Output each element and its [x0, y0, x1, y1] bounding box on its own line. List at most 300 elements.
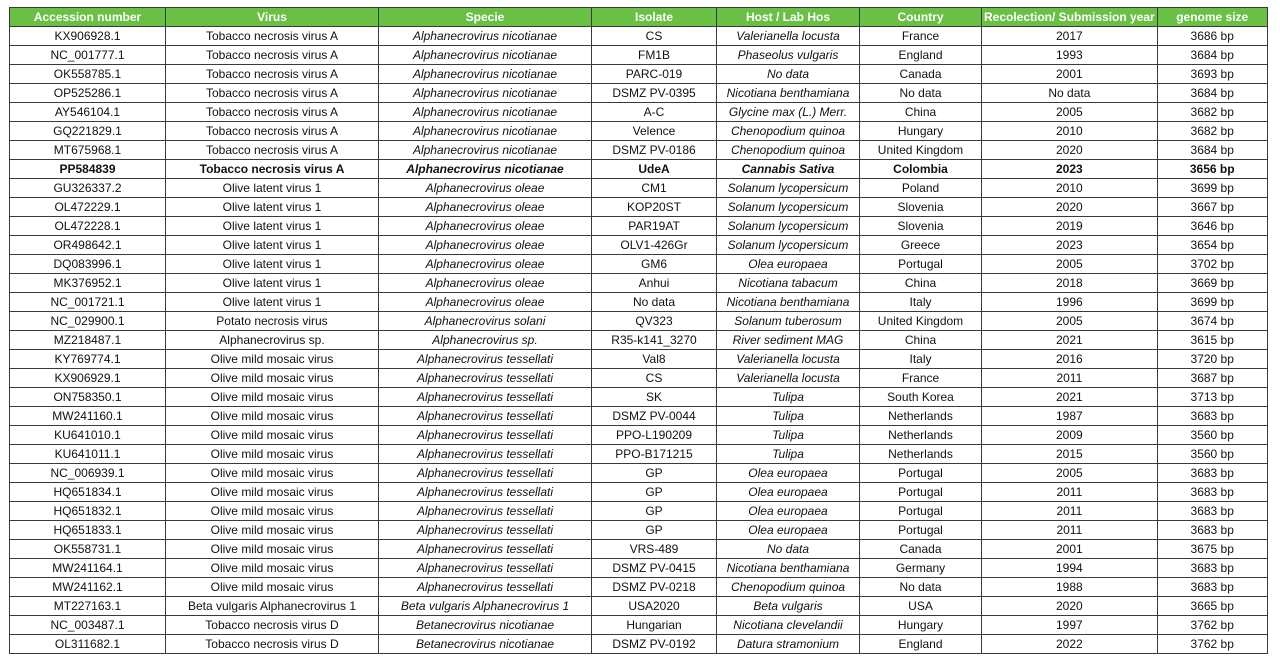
col-header-country[interactable]: Country [860, 8, 982, 27]
host-cell[interactable]: Olea europaea [717, 464, 860, 483]
host-cell[interactable]: Tulipa [717, 426, 860, 445]
virus-cell[interactable]: Olive mild mosaic virus [166, 464, 379, 483]
header-row [10, 8, 1268, 27]
specie-cell[interactable]: Alphanecrovirus oleae [379, 236, 592, 255]
year-cell[interactable]: 2005 [982, 103, 1158, 122]
genome-size-cell[interactable]: 3683 bp [1157, 559, 1267, 578]
genome-size-cell[interactable]: 3675 bp [1157, 540, 1267, 559]
accession-cell[interactable]: OP525286.1 [10, 84, 166, 103]
table-row [10, 255, 1268, 274]
specie-cell[interactable]: Alphanecrovirus tessellati [379, 350, 592, 369]
accession-cell[interactable]: MW241160.1 [10, 407, 166, 426]
specie-cell[interactable]: Alphanecrovirus oleae [379, 274, 592, 293]
genome-size-cell[interactable]: 3683 bp [1157, 502, 1267, 521]
host-cell[interactable]: Glycine max (L.) Merr. [717, 103, 860, 122]
virus-cell[interactable]: Olive latent virus 1 [166, 217, 379, 236]
isolate-cell[interactable]: USA2020 [592, 597, 717, 616]
specie-cell[interactable]: Beta vulgaris Alphanecrovirus 1 [379, 597, 592, 616]
host-cell[interactable]: Solanum lycopersicum [717, 236, 860, 255]
country-cell[interactable]: Hungary [860, 616, 982, 635]
specie-cell[interactable]: Alphanecrovirus tessellati [379, 483, 592, 502]
col-header-virus[interactable]: Virus [166, 8, 379, 27]
isolate-cell[interactable]: PAR19AT [592, 217, 717, 236]
country-cell[interactable]: Canada [860, 65, 982, 84]
table-row [10, 578, 1268, 597]
year-cell[interactable]: 2009 [982, 426, 1158, 445]
table-row [10, 236, 1268, 255]
virus-cell[interactable]: Tobacco necrosis virus A [166, 122, 379, 141]
isolate-cell[interactable]: Velence [592, 122, 717, 141]
specie-cell[interactable]: Betanecrovirus nicotianae [379, 635, 592, 654]
virus-cell[interactable]: Potato necrosis virus [166, 312, 379, 331]
country-cell[interactable]: China [860, 331, 982, 350]
isolate-cell[interactable]: DSMZ PV-0218 [592, 578, 717, 597]
table-row [10, 293, 1268, 312]
year-cell[interactable]: 2021 [982, 331, 1158, 350]
isolate-cell[interactable]: QV323 [592, 312, 717, 331]
genome-size-cell[interactable]: 3682 bp [1157, 103, 1267, 122]
virus-cell[interactable]: Olive latent virus 1 [166, 198, 379, 217]
isolate-cell[interactable]: PPO-L190209 [592, 426, 717, 445]
table-row [10, 350, 1268, 369]
virus-cell[interactable]: Tobacco necrosis virus A [166, 141, 379, 160]
genome-size-cell[interactable]: 3684 bp [1157, 141, 1267, 160]
specie-cell[interactable]: Betanecrovirus nicotianae [379, 616, 592, 635]
virus-cell[interactable]: Olive mild mosaic virus [166, 502, 379, 521]
year-cell[interactable]: 2005 [982, 464, 1158, 483]
specie-cell[interactable]: Alphanecrovirus nicotianae [379, 103, 592, 122]
accession-cell[interactable]: GU326337.2 [10, 179, 166, 198]
virus-cell[interactable]: Beta vulgaris Alphanecrovirus 1 [166, 597, 379, 616]
specie-cell[interactable]: Alphanecrovirus tessellati [379, 559, 592, 578]
virus-cell[interactable]: Olive mild mosaic virus [166, 350, 379, 369]
isolate-cell[interactable]: GP [592, 521, 717, 540]
virus-cell[interactable]: Olive mild mosaic virus [166, 559, 379, 578]
specie-cell[interactable]: Alphanecrovirus oleae [379, 217, 592, 236]
isolate-cell[interactable]: GM6 [592, 255, 717, 274]
virus-cell[interactable]: Alphanecrovirus sp. [166, 331, 379, 350]
year-cell[interactable]: 2023 [982, 160, 1158, 179]
table-row [10, 160, 1268, 179]
genome-size-cell[interactable]: 3683 bp [1157, 521, 1267, 540]
year-cell[interactable]: 2023 [982, 236, 1158, 255]
year-cell[interactable]: 2010 [982, 122, 1158, 141]
genome-size-cell[interactable]: 3699 bp [1157, 293, 1267, 312]
country-cell[interactable]: Portugal [860, 255, 982, 274]
year-cell[interactable]: 2011 [982, 483, 1158, 502]
year-cell[interactable]: 1997 [982, 616, 1158, 635]
host-cell[interactable]: Chenopodium quinoa [717, 141, 860, 160]
genome-size-cell[interactable]: 3683 bp [1157, 483, 1267, 502]
specie-cell[interactable]: Alphanecrovirus tessellati [379, 407, 592, 426]
virus-cell[interactable]: Olive mild mosaic virus [166, 445, 379, 464]
isolate-cell[interactable]: A-C [592, 103, 717, 122]
year-cell[interactable]: 2011 [982, 369, 1158, 388]
country-cell[interactable]: Poland [860, 179, 982, 198]
host-cell[interactable]: Chenopodium quinoa [717, 122, 860, 141]
genome-size-cell[interactable]: 3684 bp [1157, 46, 1267, 65]
table-row [10, 312, 1268, 331]
virus-cell[interactable]: Tobacco necrosis virus A [166, 65, 379, 84]
genome-size-cell[interactable]: 3665 bp [1157, 597, 1267, 616]
year-cell[interactable]: 1996 [982, 293, 1158, 312]
host-cell[interactable]: Tulipa [717, 388, 860, 407]
genome-size-cell[interactable]: 3693 bp [1157, 65, 1267, 84]
specie-cell[interactable]: Alphanecrovirus tessellati [379, 426, 592, 445]
genome-size-cell[interactable]: 3646 bp [1157, 217, 1267, 236]
year-cell[interactable]: 2001 [982, 65, 1158, 84]
host-cell[interactable]: No data [717, 65, 860, 84]
isolate-cell[interactable]: PPO-B171215 [592, 445, 717, 464]
host-cell[interactable]: Olea europaea [717, 483, 860, 502]
genome-size-cell[interactable]: 3656 bp [1157, 160, 1267, 179]
country-cell[interactable]: United Kingdom [860, 312, 982, 331]
accession-cell[interactable]: OK558785.1 [10, 65, 166, 84]
specie-cell[interactable]: Alphanecrovirus oleae [379, 198, 592, 217]
specie-cell[interactable]: Alphanecrovirus nicotianae [379, 46, 592, 65]
specie-cell[interactable]: Alphanecrovirus nicotianae [379, 65, 592, 84]
table-body [10, 27, 1268, 654]
genome-size-cell[interactable]: 3674 bp [1157, 312, 1267, 331]
host-cell[interactable]: Solanum lycopersicum [717, 217, 860, 236]
col-header-isolate[interactable]: Isolate [592, 8, 717, 27]
isolate-cell[interactable]: DSMZ PV-0415 [592, 559, 717, 578]
host-cell[interactable]: Chenopodium quinoa [717, 578, 860, 597]
col-header-accession-number[interactable]: Accession number [10, 8, 166, 27]
virus-cell[interactable]: Olive mild mosaic virus [166, 426, 379, 445]
host-cell[interactable]: Cannabis Sativa [717, 160, 860, 179]
year-cell[interactable]: 2001 [982, 540, 1158, 559]
year-cell[interactable]: 2020 [982, 597, 1158, 616]
country-cell[interactable]: England [860, 46, 982, 65]
table-row [10, 521, 1268, 540]
host-cell[interactable]: Nicotiana benthamiana [717, 293, 860, 312]
year-cell[interactable]: 2011 [982, 502, 1158, 521]
accession-cell[interactable]: MW241164.1 [10, 559, 166, 578]
specie-cell[interactable]: Alphanecrovirus oleae [379, 293, 592, 312]
virus-cell[interactable]: Tobacco necrosis virus A [166, 46, 379, 65]
country-cell[interactable]: China [860, 274, 982, 293]
host-cell[interactable]: Olea europaea [717, 521, 860, 540]
table-row [10, 540, 1268, 559]
virus-cell[interactable]: Olive latent virus 1 [166, 293, 379, 312]
specie-cell[interactable]: Alphanecrovirus oleae [379, 255, 592, 274]
col-header-year[interactable]: Recolection/ Submission year [982, 8, 1158, 27]
country-cell[interactable]: Slovenia [860, 198, 982, 217]
year-cell[interactable]: No data [982, 84, 1158, 103]
country-cell[interactable]: USA [860, 597, 982, 616]
year-cell[interactable]: 2011 [982, 521, 1158, 540]
isolate-cell[interactable]: CS [592, 27, 717, 46]
virus-cell[interactable]: Olive mild mosaic virus [166, 540, 379, 559]
country-cell[interactable]: Germany [860, 559, 982, 578]
accession-cell[interactable]: MT227163.1 [10, 597, 166, 616]
genome-size-cell[interactable]: 3687 bp [1157, 369, 1267, 388]
genome-size-cell[interactable]: 3702 bp [1157, 255, 1267, 274]
genome-size-cell[interactable]: 3762 bp [1157, 635, 1267, 654]
genome-size-cell[interactable]: 3720 bp [1157, 350, 1267, 369]
virus-cell[interactable]: Olive latent virus 1 [166, 255, 379, 274]
specie-cell[interactable]: Alphanecrovirus sp. [379, 331, 592, 350]
genome-size-cell[interactable]: 3669 bp [1157, 274, 1267, 293]
isolate-cell[interactable]: GP [592, 483, 717, 502]
accession-cell[interactable]: ON758350.1 [10, 388, 166, 407]
host-cell[interactable]: Nicotiana benthamiana [717, 559, 860, 578]
specie-cell[interactable]: Alphanecrovirus tessellati [379, 578, 592, 597]
virus-cell[interactable]: Tobacco necrosis virus A [166, 27, 379, 46]
accession-cell[interactable]: KX906928.1 [10, 27, 166, 46]
table-row [10, 122, 1268, 141]
isolate-cell[interactable]: R35-k141_3270 [592, 331, 717, 350]
country-cell[interactable]: Portugal [860, 464, 982, 483]
genome-size-cell[interactable]: 3713 bp [1157, 388, 1267, 407]
table-row [10, 274, 1268, 293]
isolate-cell[interactable]: SK [592, 388, 717, 407]
virus-cell[interactable]: Tobacco necrosis virus D [166, 616, 379, 635]
host-cell[interactable]: Olea europaea [717, 502, 860, 521]
virus-cell[interactable]: Tobacco necrosis virus A [166, 160, 379, 179]
genome-size-cell[interactable]: 3683 bp [1157, 407, 1267, 426]
country-cell[interactable]: United Kingdom [860, 141, 982, 160]
country-cell[interactable]: Greece [860, 236, 982, 255]
table-row [10, 369, 1268, 388]
country-cell[interactable]: Slovenia [860, 217, 982, 236]
isolate-cell[interactable]: Anhui [592, 274, 717, 293]
table-row [10, 141, 1268, 160]
host-cell[interactable]: River sediment MAG [717, 331, 860, 350]
accession-cell[interactable]: KX906929.1 [10, 369, 166, 388]
year-cell[interactable]: 2021 [982, 388, 1158, 407]
genome-size-cell[interactable]: 3684 bp [1157, 84, 1267, 103]
host-cell[interactable]: Nicotiana benthamiana [717, 84, 860, 103]
host-cell[interactable]: Valerianella locusta [717, 350, 860, 369]
host-cell[interactable]: Solanum lycopersicum [717, 198, 860, 217]
specie-cell[interactable]: Alphanecrovirus nicotianae [379, 84, 592, 103]
virus-cell[interactable]: Olive mild mosaic virus [166, 369, 379, 388]
accession-cell[interactable]: AY546104.1 [10, 103, 166, 122]
specie-cell[interactable]: Alphanecrovirus tessellati [379, 464, 592, 483]
country-cell[interactable]: Portugal [860, 483, 982, 502]
accession-cell[interactable]: OL472229.1 [10, 198, 166, 217]
host-cell[interactable]: Valerianella locusta [717, 27, 860, 46]
specie-cell[interactable]: Alphanecrovirus nicotianae [379, 141, 592, 160]
virus-cell[interactable]: Tobacco necrosis virus A [166, 103, 379, 122]
isolate-cell[interactable]: GP [592, 464, 717, 483]
country-cell[interactable]: Colombia [860, 160, 982, 179]
isolate-cell[interactable]: CM1 [592, 179, 717, 198]
isolate-cell[interactable]: PARC-019 [592, 65, 717, 84]
host-cell[interactable]: Solanum lycopersicum [717, 179, 860, 198]
year-cell[interactable]: 2017 [982, 27, 1158, 46]
country-cell[interactable]: No data [860, 578, 982, 597]
host-cell[interactable]: Beta vulgaris [717, 597, 860, 616]
isolate-cell[interactable]: Val8 [592, 350, 717, 369]
specie-cell[interactable]: Alphanecrovirus nicotianae [379, 122, 592, 141]
host-cell[interactable]: Tulipa [717, 407, 860, 426]
year-cell[interactable]: 2022 [982, 635, 1158, 654]
virus-cell[interactable]: Olive latent virus 1 [166, 179, 379, 198]
accession-cell[interactable]: NC_006939.1 [10, 464, 166, 483]
isolate-cell[interactable]: KOP20ST [592, 198, 717, 217]
country-cell[interactable]: No data [860, 84, 982, 103]
isolate-cell[interactable]: FM1B [592, 46, 717, 65]
isolate-cell[interactable]: DSMZ PV-0186 [592, 141, 717, 160]
accession-cell[interactable]: MK376952.1 [10, 274, 166, 293]
year-cell[interactable]: 2016 [982, 350, 1158, 369]
virus-cell[interactable]: Olive latent virus 1 [166, 274, 379, 293]
table-row [10, 331, 1268, 350]
country-cell[interactable]: Hungary [860, 122, 982, 141]
accession-cell[interactable]: MZ218487.1 [10, 331, 166, 350]
country-cell[interactable]: Portugal [860, 521, 982, 540]
specie-cell[interactable]: Alphanecrovirus nicotianae [379, 160, 592, 179]
accession-cell[interactable]: PP584839 [10, 160, 166, 179]
year-cell[interactable]: 2005 [982, 255, 1158, 274]
accession-cell[interactable]: MW241162.1 [10, 578, 166, 597]
isolate-cell[interactable]: VRS-489 [592, 540, 717, 559]
year-cell[interactable]: 2019 [982, 217, 1158, 236]
host-cell[interactable]: Tulipa [717, 445, 860, 464]
table-row [10, 445, 1268, 464]
host-cell[interactable]: Nicotiana clevelandii [717, 616, 860, 635]
accession-cell[interactable]: NC_001721.1 [10, 293, 166, 312]
country-cell[interactable]: France [860, 27, 982, 46]
table-row [10, 217, 1268, 236]
table-row [10, 483, 1268, 502]
year-cell[interactable]: 2018 [982, 274, 1158, 293]
year-cell[interactable]: 2020 [982, 198, 1158, 217]
host-cell[interactable]: Nicotiana tabacum [717, 274, 860, 293]
table-row [10, 46, 1268, 65]
table-row [10, 464, 1268, 483]
country-cell[interactable]: Canada [860, 540, 982, 559]
genome-size-cell[interactable]: 3683 bp [1157, 464, 1267, 483]
host-cell[interactable]: Olea europaea [717, 255, 860, 274]
isolate-cell[interactable]: DSMZ PV-0044 [592, 407, 717, 426]
year-cell[interactable]: 2010 [982, 179, 1158, 198]
specie-cell[interactable]: Alphanecrovirus tessellati [379, 540, 592, 559]
virus-cell[interactable]: Tobacco necrosis virus D [166, 635, 379, 654]
genome-size-cell[interactable]: 3699 bp [1157, 179, 1267, 198]
year-cell[interactable]: 1994 [982, 559, 1158, 578]
host-cell[interactable]: Phaseolus vulgaris [717, 46, 860, 65]
isolate-cell[interactable]: GP [592, 502, 717, 521]
year-cell[interactable]: 2015 [982, 445, 1158, 464]
year-cell[interactable]: 2005 [982, 312, 1158, 331]
accession-cell[interactable]: NC_003487.1 [10, 616, 166, 635]
specie-cell[interactable]: Alphanecrovirus solani [379, 312, 592, 331]
genome-size-cell[interactable]: 3560 bp [1157, 445, 1267, 464]
col-header-genome-size[interactable]: genome size [1157, 8, 1267, 27]
genome-size-cell[interactable]: 3560 bp [1157, 426, 1267, 445]
country-cell[interactable]: Portugal [860, 502, 982, 521]
accession-cell[interactable]: KU641011.1 [10, 445, 166, 464]
host-cell[interactable]: Solanum tuberosum [717, 312, 860, 331]
genome-size-cell[interactable]: 3683 bp [1157, 578, 1267, 597]
accession-cell[interactable]: KU641010.1 [10, 426, 166, 445]
accession-cell[interactable]: OL311682.1 [10, 635, 166, 654]
table-row [10, 179, 1268, 198]
accession-cell[interactable]: KY769774.1 [10, 350, 166, 369]
genome-size-cell[interactable]: 3615 bp [1157, 331, 1267, 350]
accession-cell[interactable]: HQ651833.1 [10, 521, 166, 540]
country-cell[interactable]: England [860, 635, 982, 654]
specie-cell[interactable]: Alphanecrovirus tessellati [379, 502, 592, 521]
virus-cell[interactable]: Olive mild mosaic virus [166, 483, 379, 502]
year-cell[interactable]: 2020 [982, 141, 1158, 160]
country-cell[interactable]: China [860, 103, 982, 122]
year-cell[interactable]: 1993 [982, 46, 1158, 65]
accession-cell[interactable]: DQ083996.1 [10, 255, 166, 274]
isolate-cell[interactable]: DSMZ PV-0192 [592, 635, 717, 654]
virus-cell[interactable]: Tobacco necrosis virus A [166, 84, 379, 103]
isolate-cell[interactable]: UdeA [592, 160, 717, 179]
virus-cell[interactable]: Olive mild mosaic virus [166, 388, 379, 407]
genome-size-cell[interactable]: 3654 bp [1157, 236, 1267, 255]
accession-cell[interactable]: GQ221829.1 [10, 122, 166, 141]
genome-size-cell[interactable]: 3686 bp [1157, 27, 1267, 46]
specie-cell[interactable]: Alphanecrovirus tessellati [379, 445, 592, 464]
col-header-specie[interactable]: Specie [379, 8, 592, 27]
table-row [10, 65, 1268, 84]
country-cell[interactable]: Italy [860, 350, 982, 369]
accession-cell[interactable]: MT675968.1 [10, 141, 166, 160]
accession-cell[interactable]: NC_029900.1 [10, 312, 166, 331]
genome-size-cell[interactable]: 3667 bp [1157, 198, 1267, 217]
table-row [10, 426, 1268, 445]
host-cell[interactable]: Valerianella locusta [717, 369, 860, 388]
specie-cell[interactable]: Alphanecrovirus tessellati [379, 369, 592, 388]
genome-size-cell[interactable]: 3682 bp [1157, 122, 1267, 141]
accession-cell[interactable]: OL472228.1 [10, 217, 166, 236]
accession-cell[interactable]: HQ651834.1 [10, 483, 166, 502]
accession-cell[interactable]: NC_001777.1 [10, 46, 166, 65]
specie-cell[interactable]: Alphanecrovirus tessellati [379, 388, 592, 407]
virus-cell[interactable]: Olive mild mosaic virus [166, 578, 379, 597]
country-cell[interactable]: Italy [860, 293, 982, 312]
year-cell[interactable]: 1988 [982, 578, 1158, 597]
isolate-cell[interactable]: OLV1-426Gr [592, 236, 717, 255]
accession-cell[interactable]: OK558731.1 [10, 540, 166, 559]
genome-size-cell[interactable]: 3762 bp [1157, 616, 1267, 635]
year-cell[interactable]: 1987 [982, 407, 1158, 426]
specie-cell[interactable]: Alphanecrovirus tessellati [379, 521, 592, 540]
accession-cell[interactable]: OR498642.1 [10, 236, 166, 255]
isolate-cell[interactable]: CS [592, 369, 717, 388]
table-row [10, 198, 1268, 217]
isolate-cell[interactable]: No data [592, 293, 717, 312]
virus-cell[interactable]: Olive mild mosaic virus [166, 407, 379, 426]
isolate-cell[interactable]: DSMZ PV-0395 [592, 84, 717, 103]
specie-cell[interactable]: Alphanecrovirus oleae [379, 179, 592, 198]
col-header-host[interactable]: Host / Lab Hos [717, 8, 860, 27]
country-cell[interactable]: South Korea [860, 388, 982, 407]
table-row [10, 502, 1268, 521]
country-cell[interactable]: France [860, 369, 982, 388]
country-cell[interactable]: Netherlands [860, 445, 982, 464]
virus-cell[interactable]: Olive mild mosaic virus [166, 521, 379, 540]
country-cell[interactable]: Netherlands [860, 426, 982, 445]
host-cell[interactable]: No data [717, 540, 860, 559]
host-cell[interactable]: Datura stramonium [717, 635, 860, 654]
isolate-cell[interactable]: Hungarian [592, 616, 717, 635]
virus-cell[interactable]: Olive latent virus 1 [166, 236, 379, 255]
accession-cell[interactable]: HQ651832.1 [10, 502, 166, 521]
specie-cell[interactable]: Alphanecrovirus nicotianae [379, 27, 592, 46]
table-row [10, 84, 1268, 103]
country-cell[interactable]: Netherlands [860, 407, 982, 426]
table-row [10, 616, 1268, 635]
